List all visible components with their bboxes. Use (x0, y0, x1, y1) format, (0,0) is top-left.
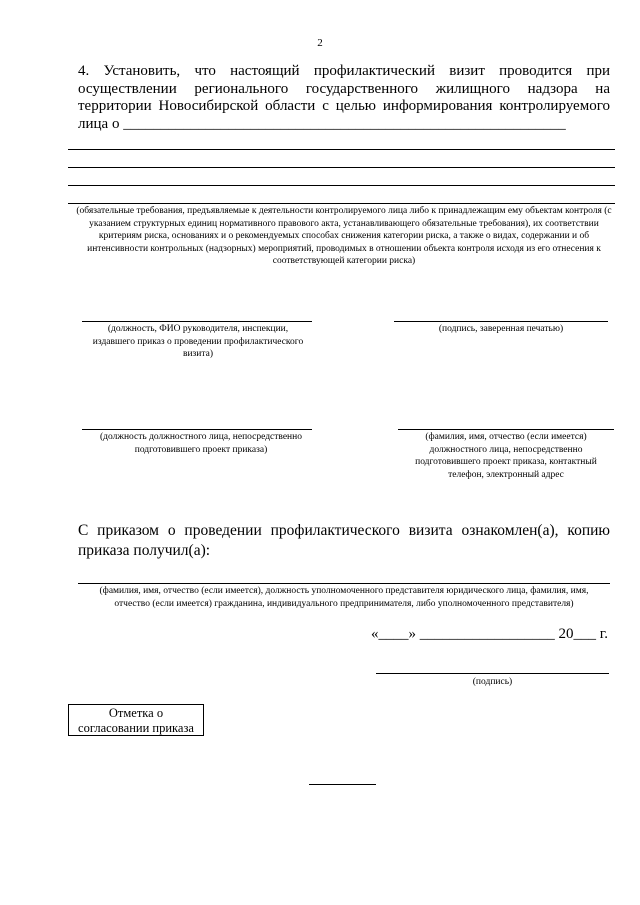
paragraph-4: 4. Установить, что настоящий профилактический визит проводится при осуществлении регионального государственного жилищного надзора на территории Новосибирской области с целью информирования контролируемого лица о ___________________________________________________________ (78, 63, 610, 132)
approval-box-line1: Отметка о (108, 706, 164, 720)
head-caption: (должность, ФИО руководителя, инспекции, издавшего приказ о проведении профилактического визита) (92, 324, 304, 359)
page-number: 2 (317, 37, 323, 49)
approval-box-line2: согласовании приказа (78, 721, 194, 735)
representative-line (78, 583, 610, 584)
representative-caption: (фамилия, имя, отчество (если имеется), должность уполномоченного представителя юридического лица, фамилия, имя, отчество (если имеется) гражданина, индивидуального предпринимателя, либо уполномоченного представителя) (99, 586, 589, 609)
sign-caption: (подпись) (472, 677, 513, 687)
fill-line-1 (68, 149, 615, 150)
official-contacts-caption: (фамилия, имя, отчество (если имеется) должностного лица, непосредственно подготовившего проект приказа, контактный телефон, электронный адрес (415, 432, 597, 480)
fill-line-4 (68, 203, 615, 204)
acknowledgement-text: С приказом о проведении профилактического визита ознакомлен(а), копию приказа получил(а): (78, 522, 610, 559)
official-contacts-line (398, 429, 614, 430)
official-line (82, 429, 312, 430)
requirements-caption: (обязательные требования, предъявляемые к деятельности контролируемого лица либо к принадлежащим ему объектам контроля (с указанием структурных единиц нормативного правового акта, устанавливающего обязательные требования), их соответствии критериям риска, основаниях и о рекомендуемых способах снижения категории риска, а также о видах, содержании и об интенсивности контрольных (надзорных) мероприятий, проводимых в отношении объекта контроля исходя из его отнесения к соответствующей категории риска) (76, 206, 612, 266)
fill-line-3 (68, 185, 615, 186)
date-line: «____» __________________ 20___ г. (371, 626, 608, 642)
fill-line-2 (68, 167, 615, 168)
sign-line (376, 673, 609, 674)
stamp-signature-line (394, 321, 608, 322)
approval-box (68, 704, 204, 736)
end-separator-line (309, 784, 376, 785)
official-caption: (должность должностного лица, непосредственно подготовившего проект приказа) (100, 432, 302, 455)
signature-caption: (подпись, заверенная печатью) (438, 324, 564, 334)
head-signature-line (82, 321, 312, 322)
